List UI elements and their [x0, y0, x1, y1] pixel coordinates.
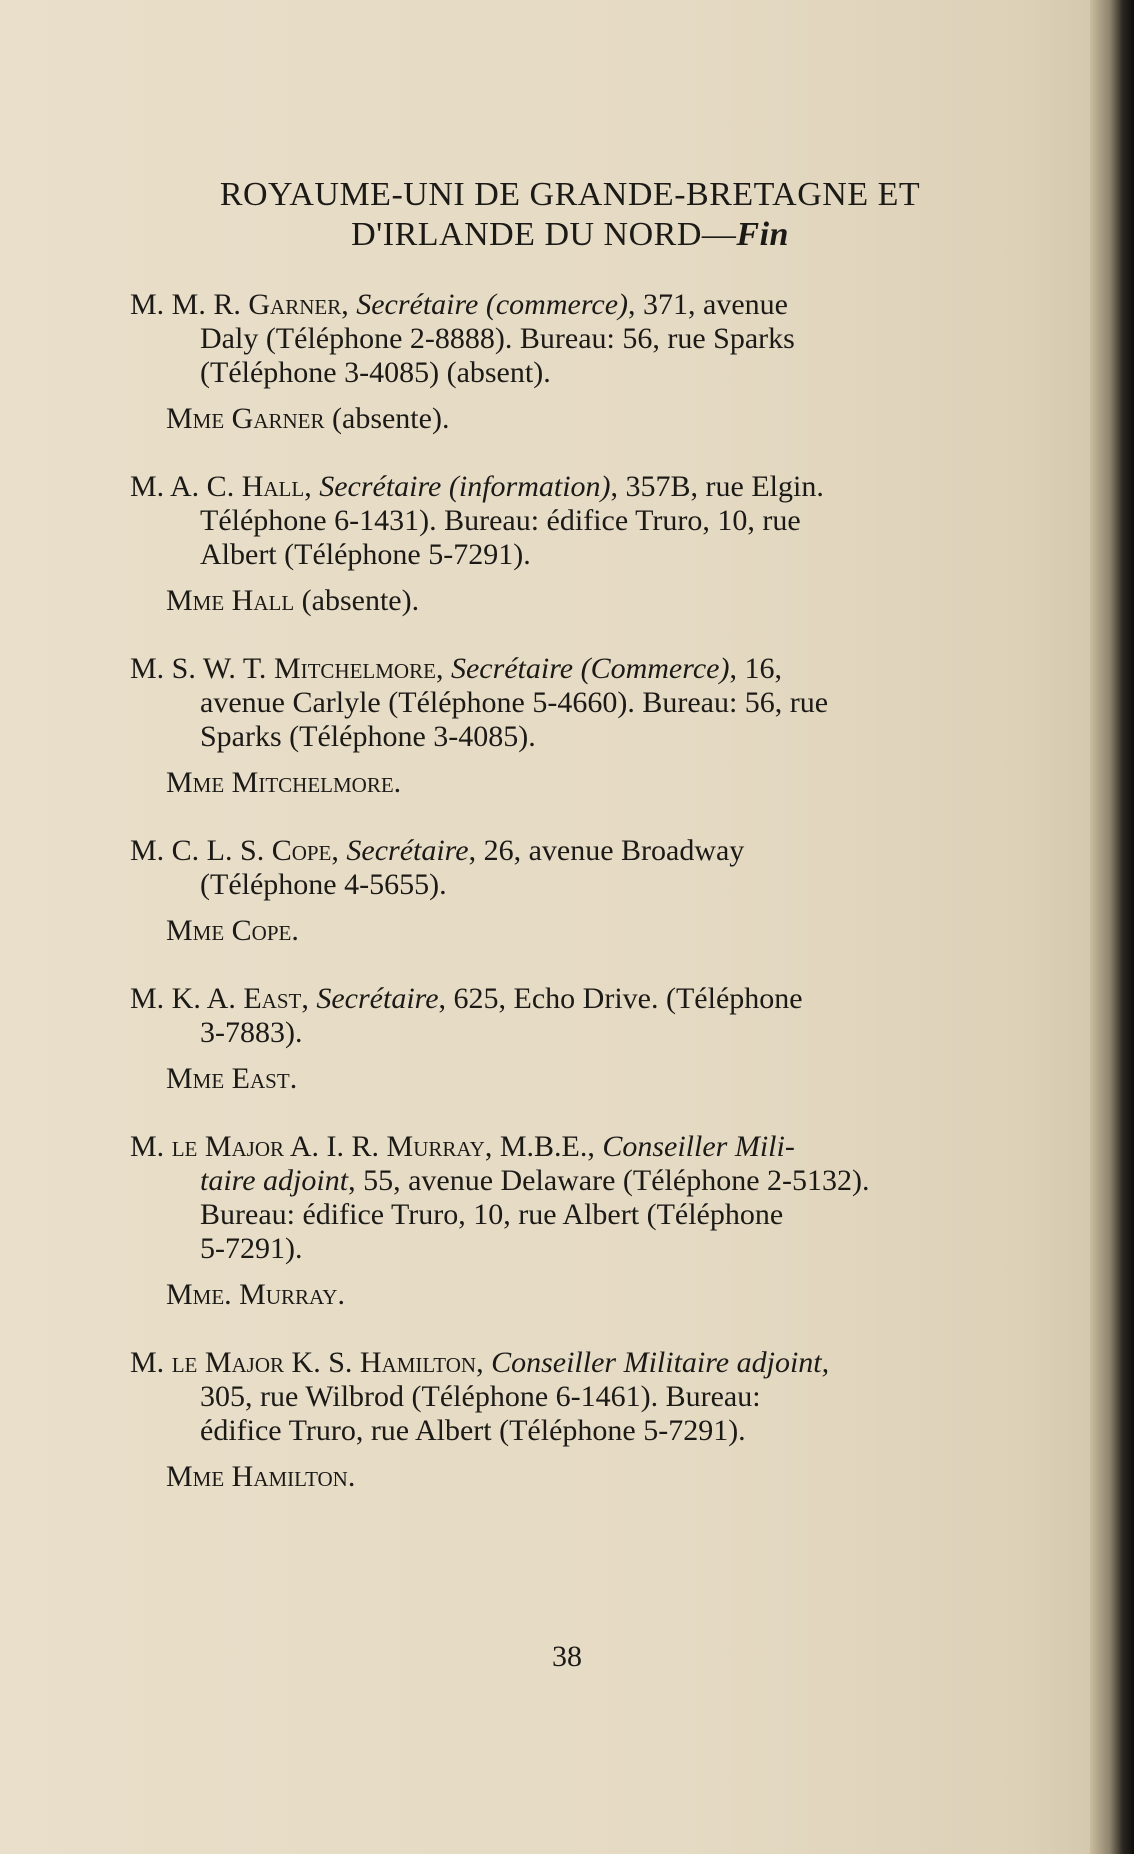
list-item: [130, 652, 1030, 800]
page-number: 38: [552, 1640, 582, 1673]
spouse-line: Mme East.: [166, 1062, 298, 1095]
entry-line: taire adjoint, 55, avenue Delaware (Téléphone 2-5132).: [200, 1164, 870, 1197]
entry-line: M. S. W. T. Mitchelmore, Secrétaire (Commerce), 16,: [130, 652, 782, 685]
spouse-line: Mme Garner (absente).: [166, 402, 450, 435]
list-item: [130, 1130, 1030, 1312]
list-item: [130, 288, 1030, 436]
entry-line: (Téléphone 4-5655).: [200, 868, 447, 901]
list-item: [130, 470, 1030, 618]
list-item: [130, 834, 1030, 948]
entry-line: M. le Major K. S. Hamilton, Conseiller Militaire adjoint,: [130, 1346, 830, 1379]
entry-line: Albert (Téléphone 5-7291).: [200, 538, 531, 571]
personnel-list: [130, 288, 1030, 1528]
spouse-line: Mme Hamilton.: [166, 1460, 356, 1493]
entry-line: Bureau: édifice Truro, 10, rue Albert (Téléphone: [200, 1198, 784, 1231]
entry-line: Daly (Téléphone 2-8888). Bureau: 56, rue Sparks: [200, 322, 795, 355]
spouse-line: Mme Mitchelmore.: [166, 766, 402, 799]
entry-line: M. C. L. S. Cope, Secrétaire, 26, avenue Broadway: [130, 834, 745, 867]
title-line-2: D'IRLANDE DU NORD—Fin: [351, 216, 789, 253]
title-line-1: ROYAUME-UNI DE GRANDE-BRETAGNE ET: [219, 176, 921, 213]
title-suffix: Fin: [736, 216, 789, 253]
page-title: [110, 175, 1030, 255]
entry-line: 305, rue Wilbrod (Téléphone 6-1461). Bureau:: [200, 1380, 761, 1413]
entry-line: M. le Major A. I. R. Murray, M.B.E., Conseiller Mili-: [130, 1130, 795, 1163]
spouse-line: Mme. Murray.: [166, 1278, 345, 1311]
spouse-line: Mme Hall (absente).: [166, 584, 420, 617]
entry-line: 5-7291).: [200, 1232, 303, 1265]
entry-line: M. K. A. East, Secrétaire, 625, Echo Drive. (Téléphone: [130, 982, 803, 1015]
entry-line: édifice Truro, rue Albert (Téléphone 5-7291).: [200, 1414, 746, 1447]
spouse-line: Mme Cope.: [166, 914, 299, 947]
entry-line: M. M. R. Garner, Secrétaire (commerce), 371, avenue: [130, 288, 788, 321]
entry-line: avenue Carlyle (Téléphone 5-4660). Bureau: 56, rue: [200, 686, 829, 719]
entry-line: 3-7883).: [200, 1016, 303, 1049]
list-item: [130, 982, 1030, 1096]
entry-line: M. A. C. Hall, Secrétaire (information), 357B, rue Elgin.: [130, 470, 824, 503]
page-edge-shadow: [1090, 0, 1134, 1854]
entry-line: (Téléphone 3-4085) (absent).: [200, 356, 551, 389]
entry-line: Téléphone 6-1431). Bureau: édifice Truro, 10, rue: [200, 504, 801, 537]
list-item: [130, 1346, 1030, 1494]
entry-line: Sparks (Téléphone 3-4085).: [200, 720, 536, 753]
